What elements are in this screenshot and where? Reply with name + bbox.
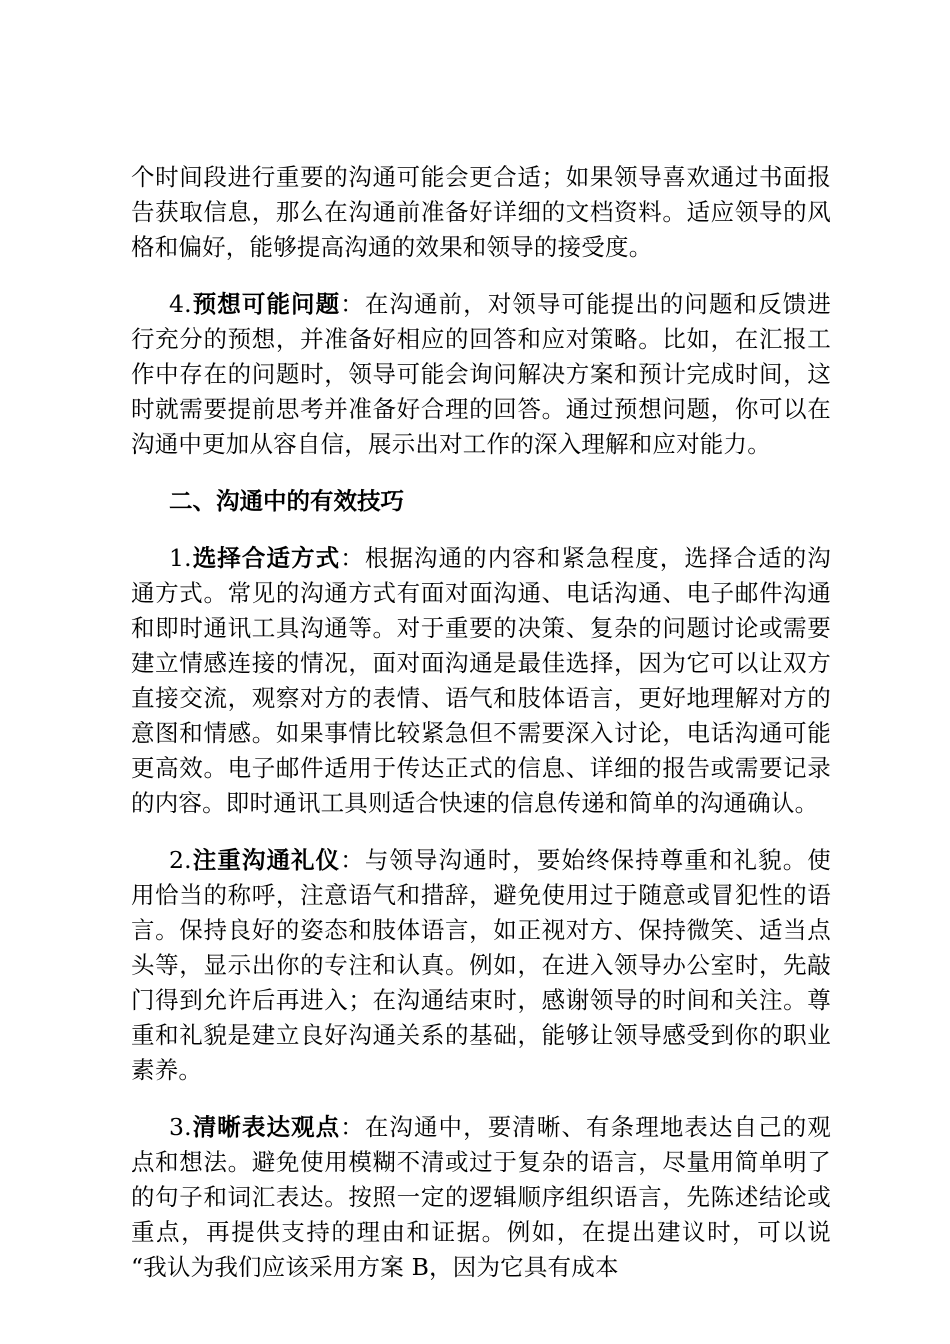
item-body: 在沟通前，对领导可能提出的问题和反馈进行充分的预想，并准备好相应的回答和应对策略。比如，在汇报工作中存在的问题时，领导可能会询问解决方案和预计完成时间，这时就需要提前思考并准备好合理的回答。通过预想问题，你可以在沟通中更加从容自信，展示出对工作的深入理解和应对能力。	[131, 290, 832, 458]
item-number: 1.	[169, 544, 192, 572]
paragraph-item-2	[131, 843, 831, 1088]
document-page	[131, 160, 831, 1285]
item-number: 3.	[169, 1113, 192, 1141]
item-number: 4.	[169, 290, 192, 318]
paragraph-gap	[131, 265, 831, 287]
item-colon: ：	[340, 846, 365, 874]
paragraph-item-1	[131, 541, 831, 821]
item-number: 2.	[169, 846, 192, 874]
item-body: 在沟通中，要清晰、有条理地表达自己的观点和想法。避免使用模糊不清或过于复杂的语言，尽量用简单明了的句子和词汇表达。按照一定的逻辑顺序组织语言，先陈述结论或重点，再提供支持的理由和证据。例如，在提出建议时，可以说 “我认为我们应该采用方案 B，因为它具有成本	[131, 1113, 832, 1281]
item-title: 预想可能问题	[191, 290, 341, 318]
item-body: 与领导沟通时，要始终保持尊重和礼貌。使用恰当的称呼，注意语气和措辞，避免使用过于随意或冒犯性的语言。保持良好的姿态和肢体语言，如正视对方、保持微笑、适当点头等，显示出你的专注和认真。例如，在进入领导办公室时，先敲门得到允许后再进入；在沟通结束时，感谢领导的时间和关注。尊重和礼貌是建立良好沟通关系的基础，能够让领导感受到你的职业素养。	[131, 846, 832, 1084]
paragraph-continuation: 个时间段进行重要的沟通可能会更合适；如果领导喜欢通过书面报告获取信息，那么在沟通前准备好详细的文档资料。适应领导的风格和偏好，能够提高沟通的效果和领导的接受度。	[131, 163, 831, 261]
item-title: 注重沟通礼仪	[191, 846, 341, 874]
paragraph-gap	[131, 1088, 831, 1110]
paragraph-gap	[131, 821, 831, 843]
paragraph-gap	[131, 519, 831, 541]
item-colon: ：	[340, 1113, 365, 1141]
paragraph-item-4	[131, 287, 831, 462]
item-body: 根据沟通的内容和紧急程度，选择合适的沟通方式。常见的沟通方式有面对面沟通、电话沟通、电子邮件沟通和即时通讯工具沟通等。对于重要的决策、复杂的问题讨论或需要建立情感连接的情况，面对面沟通是最佳选择，因为它可以让双方直接交流，观察对方的表情、语气和肢体语言，更好地理解对方的意图和情感。如果事情比较紧急但不需要深入讨论，电话沟通可能更高效。电子邮件适用于传达正式的信息、详细的报告或需要记录的内容。即时通讯工具则适合快速的信息传递和简单的沟通确认。	[131, 544, 832, 817]
item-title: 清晰表达观点	[191, 1113, 341, 1141]
item-title: 选择合适方式	[191, 544, 341, 572]
paragraph-gap	[131, 462, 831, 484]
item-colon: ：	[340, 544, 365, 572]
paragraph-item-3	[131, 1110, 831, 1285]
section-heading: 二、沟通中的有效技巧	[169, 487, 404, 515]
item-colon: ：	[340, 290, 365, 318]
